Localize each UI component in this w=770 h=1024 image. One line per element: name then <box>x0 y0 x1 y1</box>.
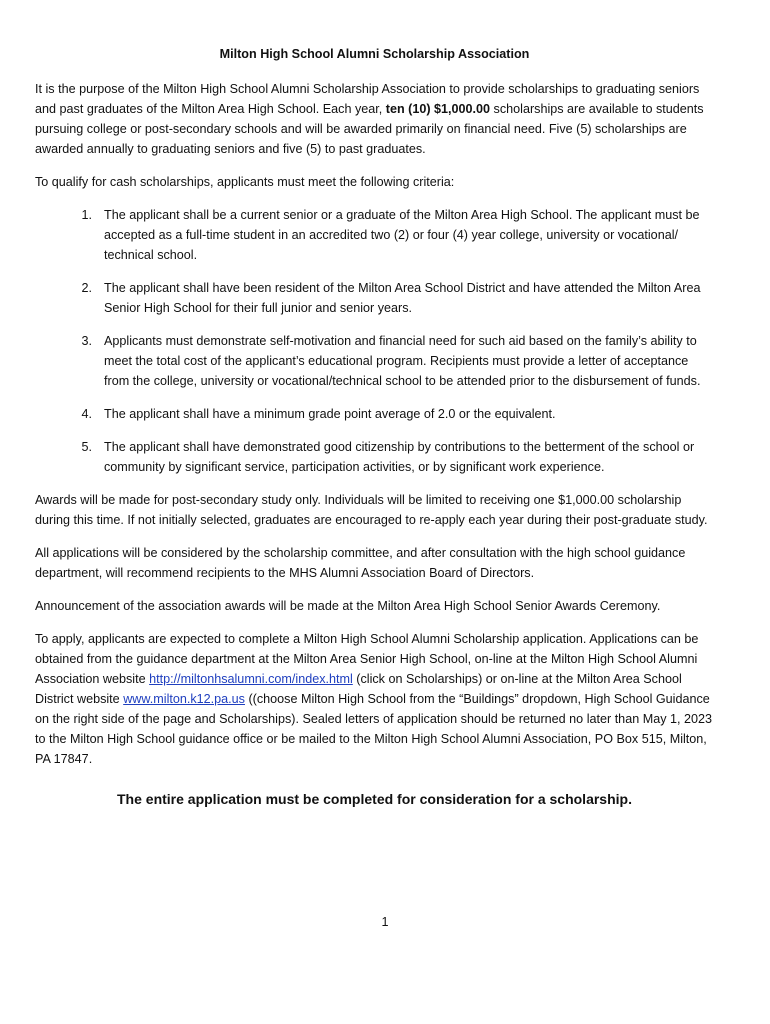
criteria-number: 2. <box>81 281 92 295</box>
awards-paragraph: Awards will be made for post-secondary study only. Individuals will be limited to receiving one $1,000.00 scholarship during this time. If not initially selected, graduates are encouraged to re-apply each year during their post-graduate study. <box>35 493 708 527</box>
criteria-item <box>35 331 714 391</box>
committee-paragraph: All applications will be considered by the scholarship committee, and after consultation with the high school guidance department, will recommend recipients to the MHS Alumni Association Board of Directors. <box>35 546 686 580</box>
criteria-text: The applicant shall have demonstrated good citizenship by contributions to the betterment of the school or community by significant service, participation activities, or by significant work experience. <box>104 440 695 474</box>
school-district-website-link[interactable]: www.milton.k12.pa.us <box>123 692 245 706</box>
criteria-item <box>35 437 714 477</box>
intro-bold-amount: ten (10) $1,000.00 <box>385 102 491 116</box>
apply-paragraph <box>35 629 714 769</box>
apply-text-3: ((choose Milton High School from the “Buildings” dropdown, High School Guidance on the right side of the page and Scholarships). Sealed letters of application should be returned no later than May 1, 2023 to the Milton High School guidance office or be mailed to the Milton High School Alumni Association, PO Box 515, Milton, PA 17847. <box>35 692 713 766</box>
criteria-item <box>35 205 714 265</box>
criteria-text: Applicants must demonstrate self-motivation and financial need for such aid based on the family’s ability to meet the total cost of the applicant’s educational program. Recipients must provide a letter of acceptance from the college, university or vocational/technical school to be attended prior to the disbursement of funds. <box>104 334 701 388</box>
criteria-item <box>35 404 714 424</box>
intro-text-2: scholarships are available to students pursuing college or post-secondary schools and will be awarded primarily on financial need. Five (5) scholarships are awarded annually to graduating seniors and five (5) to past graduates. <box>35 102 704 156</box>
criteria-number: 1. <box>81 208 92 222</box>
apply-text-1: To apply, applicants are expected to complete a Milton High School Alumni Scholarship application. Applications can be obtained from the guidance department at the Milton Area Senior High School, on-line at the Milton High School Alumni Association website <box>35 632 699 686</box>
criteria-text: The applicant shall have been resident of the Milton Area School District and have attended the Milton Area Senior High School for their full junior and senior years. <box>104 281 701 315</box>
criteria-number: 4. <box>81 407 92 421</box>
intro-text-1: It is the purpose of the Milton High School Alumni Scholarship Association to provide scholarships to graduating seniors and past graduates of the Milton Area High School. Each year, <box>35 82 700 116</box>
intro-paragraph <box>35 79 714 159</box>
alumni-website-link[interactable]: http://miltonhsalumni.com/index.html <box>149 672 353 686</box>
criteria-text: The applicant shall be a current senior or a graduate of the Milton Area High School. The applicant must be accepted as a full-time student in an accredited two (2) or four (4) year college, university or vocational/ technical school. <box>104 208 700 262</box>
page-number: 1 <box>381 915 389 929</box>
document-title: Milton High School Alumni Scholarship Association <box>219 47 530 61</box>
criteria-text: The applicant shall have a minimum grade point average of 2.0 or the equivalent. <box>104 407 556 421</box>
criteria-number: 5. <box>81 440 92 454</box>
criteria-number: 3. <box>81 334 92 348</box>
apply-text-2: (click on Scholarships) or on-line at the Milton Area School District website <box>35 672 682 706</box>
criteria-intro: To qualify for cash scholarships, applicants must meet the following criteria: <box>35 175 455 189</box>
criteria-item <box>35 278 714 318</box>
criteria-list <box>35 205 714 477</box>
final-note: The entire application must be completed for consideration for a scholarship. <box>117 791 632 807</box>
announcement-paragraph: Announcement of the association awards will be made at the Milton Area High School Senior Awards Ceremony. <box>35 599 661 613</box>
